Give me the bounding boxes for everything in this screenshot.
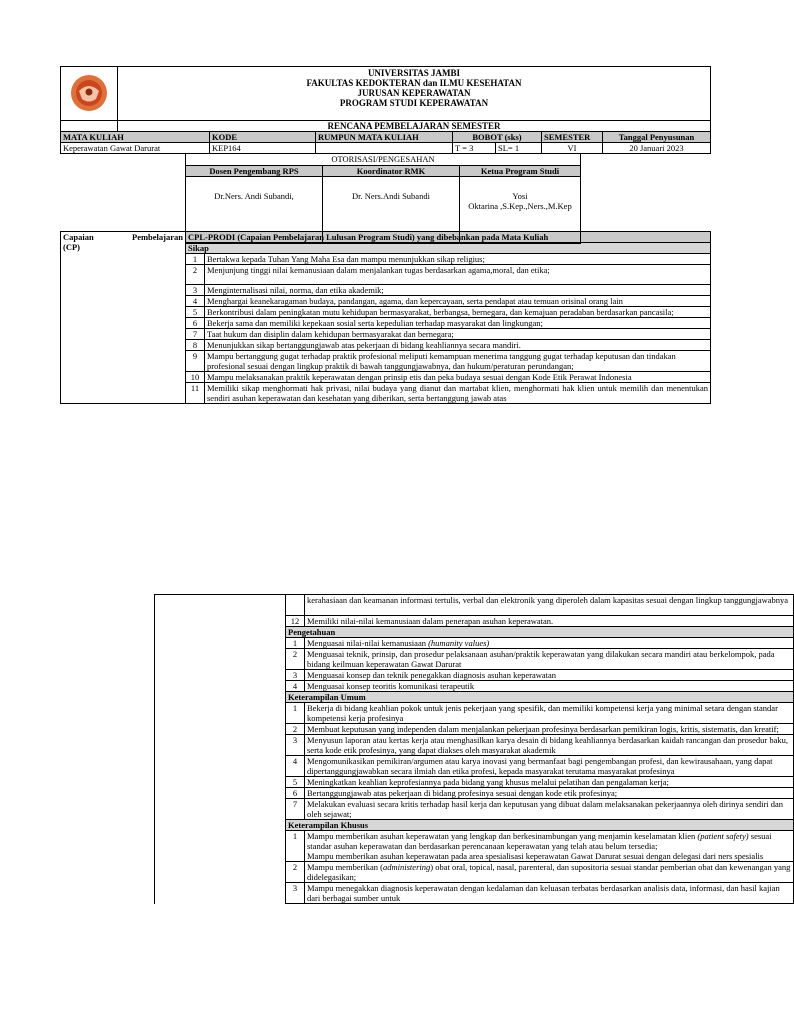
list-item: 4 Menguasai konsep teoritis komunikasi terapeutik bbox=[155, 681, 794, 692]
col-header-bobot: BOBOT (sks) bbox=[453, 132, 542, 143]
rps-page-1 bbox=[60, 66, 711, 404]
keterampilan-khusus-title: Keterampilan Khusus bbox=[286, 820, 794, 831]
course-rumpun bbox=[316, 143, 453, 154]
keterampilan-umum-title: Keterampilan Umum bbox=[286, 692, 794, 703]
list-item: 2 Mampu memberikan (administering) obat oral, topical, nasal, parenteral, dan supositoria sesuai standar pemberian obat dan kewenangan yang didelegasikan; bbox=[155, 862, 794, 883]
list-item: 7 Melakukan evaluasi secara kritis terhadap hasil kerja dan keputusan yang dibuat dalam melaksanakan pekerjaannya oleh dirinya sendiri dan oleh sejawat; bbox=[155, 799, 794, 820]
doc-title: RENCANA PEMBELAJARAN SEMESTER bbox=[118, 121, 711, 132]
col-header-rumpun: RUMPUN MATA KULIAH bbox=[316, 132, 453, 143]
list-item: 1 Bertakwa kepada Tuhan Yang Maha Esa dan mampu menunjukkan sikap religius; bbox=[61, 254, 711, 265]
bobot-sl: SL= 1 bbox=[496, 143, 542, 154]
cp-table bbox=[60, 231, 711, 404]
header-table bbox=[60, 66, 711, 132]
list-item: 5 Berkontribusi dalam peningkatan mutu kehidupan bermasyarakat, berbangsa, bernegara, dan kemajuan peradaban berdasarkan pancasila; bbox=[61, 307, 711, 318]
list-item: 12 Memiliki nilai-nilai kemanusiaan dalam penerapan asuhan keperawatan. bbox=[155, 616, 794, 627]
role-ketua-prodi: Ketua Program Studi bbox=[460, 166, 581, 177]
program-name: PROGRAM STUDI KEPERAWATAN bbox=[339, 98, 489, 108]
course-info-table bbox=[60, 131, 711, 154]
institution-titles bbox=[118, 67, 711, 121]
list-item: 3 Mampu menegakkan diagnosis keperawatan dengan kedalaman dan keluasan terbatas berdasarkan analisis data, informasi, dan hasil kajian dari berbagai sumber untuk bbox=[155, 883, 794, 904]
list-item: 5 Meningkatkan keahlian keprofesiannya pada bidang yang khusus melalui pelatihan dan pengalaman kerja; bbox=[155, 777, 794, 788]
list-item: 7 Taat hukum dan disiplin dalam kehidupan bermasyarakat dan bernegara; bbox=[61, 329, 711, 340]
logo-cell bbox=[61, 67, 118, 121]
list-item: 3 Menguasai konsep dan teknik penegakkan diagnosis asuhan keperawatan bbox=[155, 670, 794, 681]
list-item: 11 Memiliki sikap menghormati hak privasi, nilai budaya yang dianut dan martabat klien, menghormati hak klien untuk memilih dan menentukan sendiri asuhan keperawatan dan kesehatan yang diberikan, serta bertanggung jawab atas bbox=[61, 383, 711, 404]
list-item: 1 Menguasai nilai-nilai kemanusiaan (humanity values) bbox=[155, 638, 794, 649]
left-blank-column bbox=[155, 595, 286, 904]
name-ketua-prodi: Yosi Oktarina ,S.Kep.,Ners.,M.Kep bbox=[460, 177, 581, 244]
course-code: KEP164 bbox=[210, 143, 316, 154]
rps-page-2 bbox=[154, 594, 791, 1024]
list-item: 1 Mampu memberikan asuhan keperawatan yang lengkap dan berkesinambungan yang menjamin keselamatan klien (patient safety) sesuai standar asuhan keperawatan dan berdasarkan perencanaan keperawatan yang telah atau belum tersedia; Mampu memberikan asuhan keperawatan pada area spesialisasi keperawatan Gawat Darurat sesuai dengan delegasi dari ners spesialis bbox=[155, 831, 794, 862]
col-header-tanggal: Tanggal Penyusunan bbox=[603, 132, 711, 143]
cp-continuation-table bbox=[154, 594, 794, 904]
list-item: 6 Bertanggungjawab atas pekerjaan di bidang profesinya sesuai dengan kode etik profesinya; bbox=[155, 788, 794, 799]
course-date: 20 Januari 2023 bbox=[603, 143, 711, 154]
list-item: 4 Mengomunikasikan pemikiran/argumen atau karya inovasi yang bermanfaat bagi pengembangan profesi, dan kewirausahaan, yang dapat dipertanggungjawabkan secara ilmiah dan etika profesi, kepada masyarakat terutama masyarakat profesinya bbox=[155, 756, 794, 777]
name-dosen-pengembang: Dr.Ners. Andi Subandi, bbox=[186, 177, 323, 244]
department-name: JURUSAN KEPERAWATAN bbox=[357, 88, 471, 98]
university-logo-icon bbox=[69, 73, 109, 113]
list-item: 1 Bekerja di bidang keahlian pokok untuk jenis pekerjaan yang spesifik, dan memiliki kompetensi kerja yang minimal setara dengan standar kompetensi kerja profesinya bbox=[155, 703, 794, 724]
cp-heading: CPL-PRODI (Capaian Pembelajaran Lulusan Program Studi) yang dibebankan pada Mata Kuliah bbox=[186, 232, 711, 243]
col-header-semester: SEMESTER bbox=[542, 132, 603, 143]
authorization-title: OTORISASI/PENGESAHAN bbox=[186, 154, 581, 166]
course-semester: VI bbox=[542, 143, 603, 154]
course-name: Keperawatan Gawat Darurat bbox=[61, 143, 210, 154]
list-item: 10 Mampu melaksanakan praktik keperawatan dengan prinsip etis dan peka budaya sesuai dengan Kode Etik Perawat Indonesia bbox=[61, 372, 711, 383]
list-item: 2 Menguasai teknik, prinsip, dan prosedur pelaksanaan asuhan/praktik keperawatan yang dilakukan secara mandiri atau berkelompok, pada bidang keilmuan keperawatan Gawat Darurat bbox=[155, 649, 794, 670]
list-item: 8 Menunjukkan sikap bertanggungjawab atas pekerjaan di bidang keahliannya secara mandiri. bbox=[61, 340, 711, 351]
list-item: 9 Mampu bertanggung gugat terhadap praktik profesional meliputi kemampuan menerima tanggung gugat terhadap keputusan dan tindakan profesional sesuai dengan lingkup praktik di bawah tanggungjawabnya, dan hukum/peraturan perundangan; bbox=[61, 351, 711, 372]
faculty-name: FAKULTAS KEDOKTERAN dan ILMU KESEHATAN bbox=[306, 78, 522, 88]
list-item: 3 Menyusun laporan atau kertas kerja atau menghasilkan karya desain di bidang keahliannya berdasarkan kaidah rancangan dan prosedur baku, serta kode etik profesinya, yang dapat diakses oleh masyarakat akademik bbox=[155, 735, 794, 756]
list-item: 6 Bekerja sama dan memiliki kepekaan sosial serta kepedulian terhadap masyarakat dan lingkungan; bbox=[61, 318, 711, 329]
continued-text: kerahasiaan dan keamanan informasi tertulis, verbal dan elektronik yang diperoleh dalam kapasitas sesuai dengan lingkup tanggungjawabnya bbox=[305, 595, 794, 616]
bobot-t: T = 3 bbox=[453, 143, 496, 154]
role-koordinator-rmk: Koordinator RMK bbox=[323, 166, 460, 177]
list-item: 2 Menjunjung tinggi nilai kemanusiaan dalam menjalankan tugas berdasarkan agama,moral, dan etika; bbox=[61, 265, 711, 285]
university-name: UNIVERSITAS JAMBI bbox=[367, 68, 461, 78]
authorization-block bbox=[60, 154, 711, 234]
sikap-title: Sikap bbox=[186, 243, 711, 254]
name-koordinator-rmk: Dr. Ners.Andi Subandi bbox=[323, 177, 460, 244]
col-header-mata-kuliah: MATA KULIAH bbox=[61, 132, 210, 143]
role-dosen-pengembang: Dosen Pengembang RPS bbox=[186, 166, 323, 177]
list-item: 2 Membuat keputusan yang independen dalam menjalankan pekerjaan profesinya berdasarkan pemikiran logis, kritis, sistematis, dan kreatif; bbox=[155, 724, 794, 735]
pengetahuan-title: Pengetahuan bbox=[286, 627, 794, 638]
cp-label: Capaian Pembelajaran (CP) bbox=[61, 232, 186, 404]
list-item: 4 Menghargai keanekaragaman budaya, pandangan, agama, dan kepercayaan, serta pendapat atau temuan orisinal orang lain bbox=[61, 296, 711, 307]
list-item: 3 Menginternalisasi nilai, norma, dan etika akademik; bbox=[61, 285, 711, 296]
col-header-kode: KODE bbox=[210, 132, 316, 143]
authorization-table bbox=[185, 153, 581, 244]
